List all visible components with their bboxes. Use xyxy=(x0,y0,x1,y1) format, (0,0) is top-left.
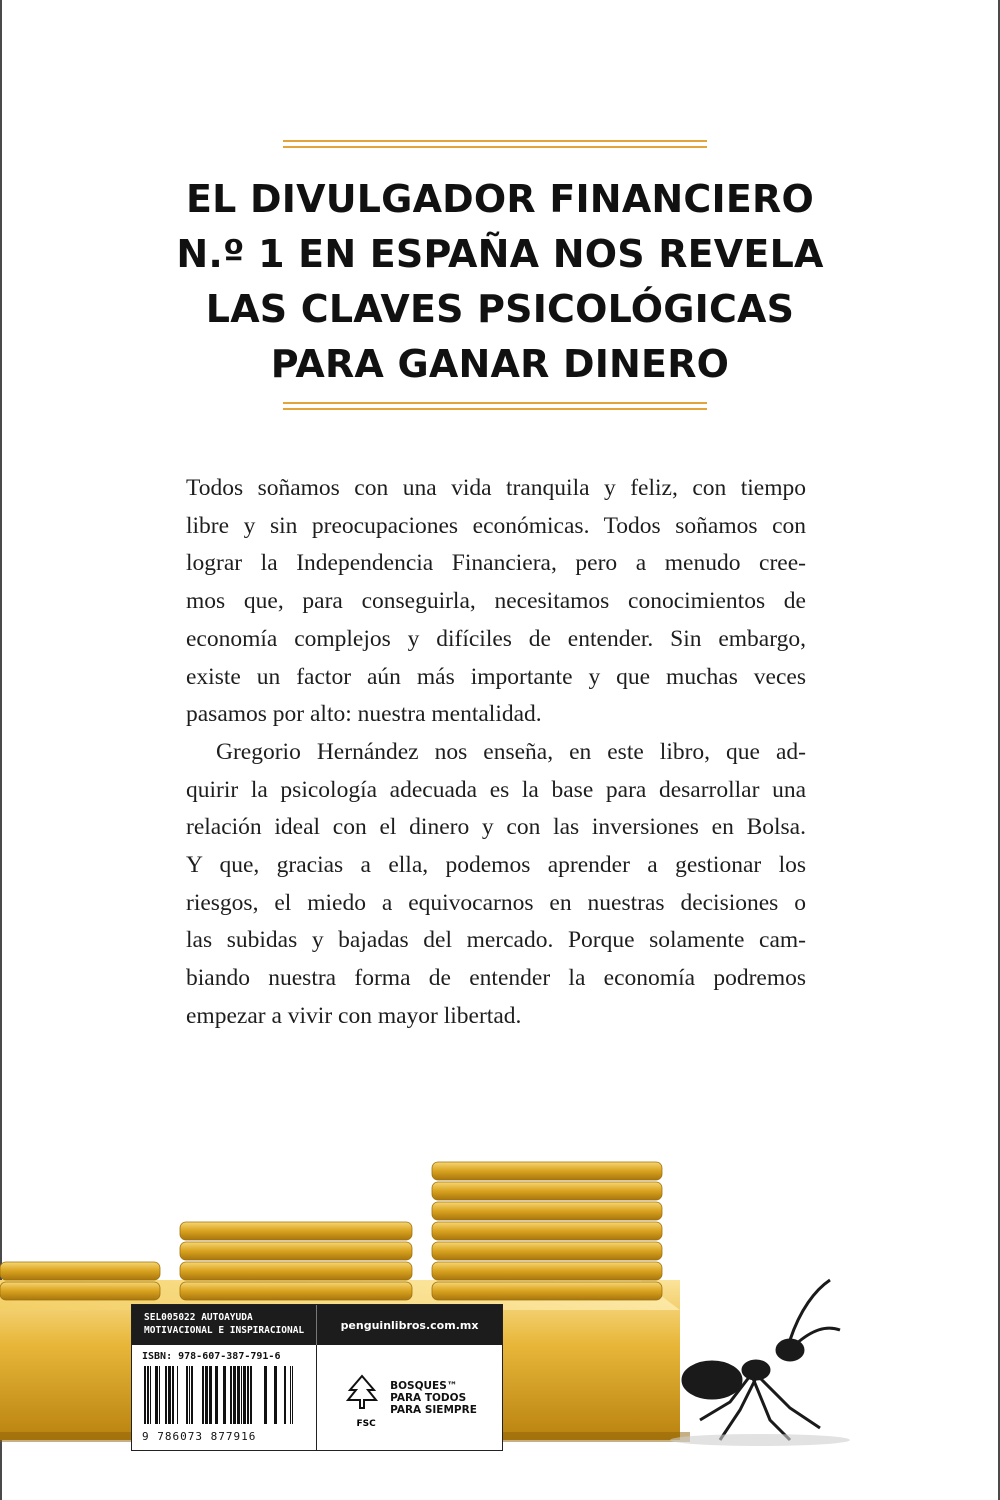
coin xyxy=(180,1222,412,1240)
barcode-bar xyxy=(223,1366,226,1424)
fsc-slogan-line: BOSQUES™ xyxy=(390,1379,458,1392)
blurb-line: biando nuestra forma de entender la economía podremos xyxy=(186,965,806,992)
category-label xyxy=(132,1305,317,1345)
coin xyxy=(432,1222,662,1240)
isbn-number: ISBN: 978-607-387-791-6 xyxy=(142,1351,281,1362)
fsc-slogan xyxy=(390,1380,477,1416)
headline-line: N.º 1 EN ESPAÑA NOS REVELA xyxy=(176,232,824,276)
barcode-bar xyxy=(264,1366,267,1424)
top-double-rule xyxy=(283,140,707,152)
coin xyxy=(180,1242,412,1260)
headline-line: PARA GANAR DINERO xyxy=(270,342,730,386)
fsc-slogan-line: PARA SIEMPRE xyxy=(390,1403,477,1416)
barcode-bar xyxy=(292,1366,293,1424)
blurb-line: lograr la Independencia Financiera, pero a menudo cree- xyxy=(186,550,806,577)
blurb-line: Y que, gracias a ella, podemos aprender a gestionar los xyxy=(186,852,806,879)
barcode-bar xyxy=(147,1366,149,1424)
barcode-box xyxy=(131,1304,503,1451)
coin xyxy=(180,1282,412,1300)
barcode-bar xyxy=(159,1366,160,1424)
barcode-bar xyxy=(237,1366,240,1424)
barcode-bar xyxy=(165,1366,167,1424)
coin xyxy=(432,1202,662,1220)
blurb-line: economía complejos y difíciles de entender. Sin embargo, xyxy=(186,625,806,652)
barcode-icon xyxy=(142,1366,304,1424)
barcode-bar xyxy=(274,1366,277,1424)
fsc-slogan-line: PARA TODOS xyxy=(390,1391,467,1404)
category-line: SEL005022 AUTOAYUDA xyxy=(144,1312,253,1323)
blurb-line: empezar a vivir con mayor libertad. xyxy=(186,1002,522,1029)
barcode-bar xyxy=(144,1366,146,1424)
barcode-bar xyxy=(250,1366,252,1424)
blurb-line: pasamos por alto: nuestra mentalidad. xyxy=(186,701,542,728)
category-line: MOTIVACIONAL E INSPIRACIONAL xyxy=(144,1325,305,1336)
barcode-bar xyxy=(191,1366,193,1424)
barcode-bar xyxy=(290,1366,291,1424)
headline-line: LAS CLAVES PSICOLÓGICAS xyxy=(205,287,795,331)
coin xyxy=(432,1262,662,1280)
headline xyxy=(120,172,880,392)
barcode-bar xyxy=(168,1366,171,1424)
barcode-bar xyxy=(177,1366,178,1424)
barcode-bar xyxy=(209,1366,212,1424)
coin xyxy=(432,1182,662,1200)
blurb-line: Gregorio Hernández nos enseña, en este libro, que ad- xyxy=(216,738,806,765)
barcode-bar xyxy=(202,1366,204,1424)
blurb-text xyxy=(186,470,806,1036)
coin-stack-icon xyxy=(180,1222,412,1300)
coin xyxy=(180,1262,412,1280)
coin xyxy=(0,1262,160,1280)
blurb-line: las subidas y bajadas del mercado. Porque solamente cam- xyxy=(186,927,806,954)
blurb-line: Todos soñamos con una vida tranquila y feliz, con tiempo xyxy=(186,475,806,501)
barcode-bar xyxy=(189,1366,190,1424)
blurb-line: riesgos, el miedo a equivocarnos en nuestras decisiones o xyxy=(186,889,806,916)
headline-line: EL DIVULGADOR FINANCIERO xyxy=(186,177,814,221)
coin xyxy=(432,1162,662,1180)
bottom-double-rule xyxy=(283,402,707,414)
barcode-bar xyxy=(172,1366,174,1424)
fsc-tree-icon xyxy=(342,1366,382,1418)
coin xyxy=(432,1282,662,1300)
ean-digits: 9 786073 877916 xyxy=(142,1430,257,1443)
coin xyxy=(432,1242,662,1260)
barcode-bar xyxy=(215,1366,218,1424)
barcode-bar xyxy=(155,1366,158,1424)
barcode-bar xyxy=(230,1366,232,1424)
blurb-line: existe un factor aún más importante y que muchas veces xyxy=(186,663,806,690)
coin-stack-icon xyxy=(432,1162,662,1300)
blurb-line: relación ideal con el dinero y con las inversiones en Bolsa. xyxy=(186,814,806,841)
blurb-line: quirir la psicología adecuada es la base para desarrollar una xyxy=(186,776,806,803)
barcode-bar xyxy=(241,1366,242,1424)
barcode-bar xyxy=(247,1366,249,1424)
blurb-line: libre y sin preocupaciones económicas. Todos soñamos con xyxy=(186,512,806,539)
barcode-bar xyxy=(205,1366,208,1424)
barcode-bar xyxy=(233,1366,236,1424)
fsc-label: FSC xyxy=(356,1419,376,1429)
coin xyxy=(0,1282,160,1300)
publisher-url: penguinlibros.com.mx xyxy=(340,1318,479,1332)
ant-icon xyxy=(670,1280,850,1446)
barcode-bar xyxy=(243,1366,246,1424)
barcode-bar xyxy=(186,1366,188,1424)
barcode-bar xyxy=(150,1366,151,1424)
blurb-line: mos que, para conseguirla, necesitamos conocimientos de xyxy=(186,588,806,615)
barcode-bar xyxy=(284,1366,286,1424)
